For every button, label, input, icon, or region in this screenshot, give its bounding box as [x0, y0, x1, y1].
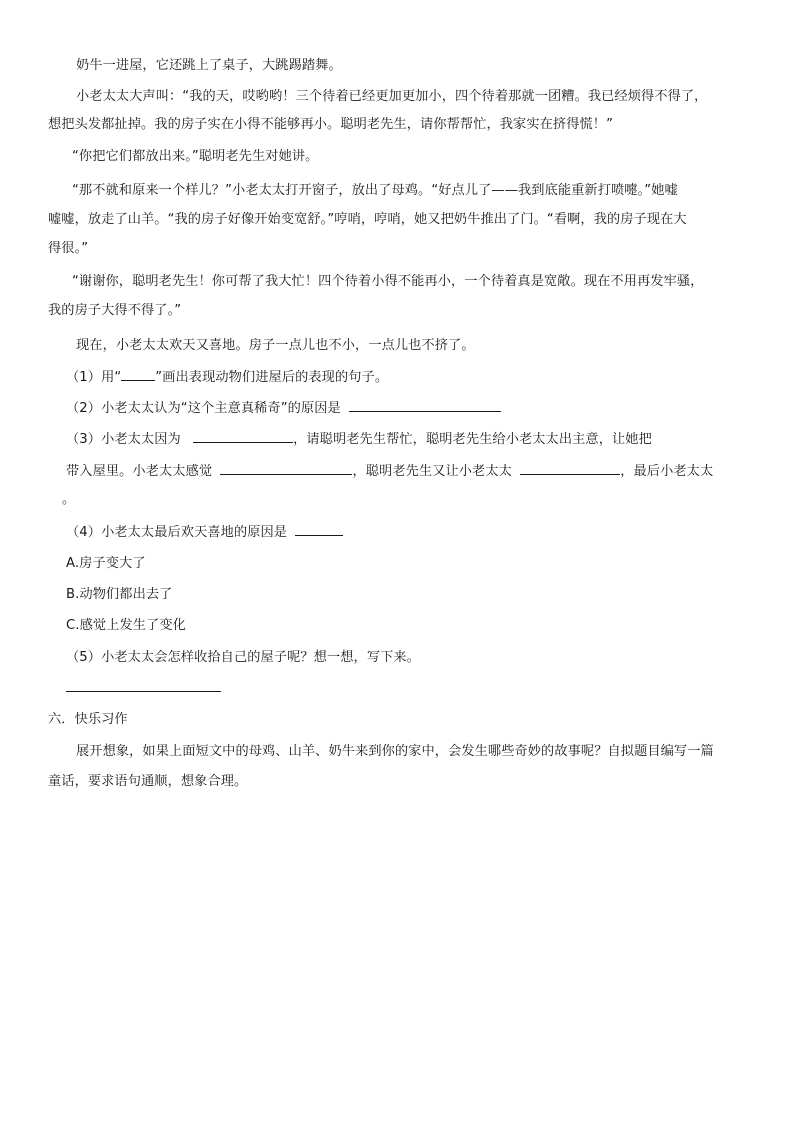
- passage-paragraph-4-line-2: 嘘嘘，放走了山羊。“我的房子好像开始变宽舒。”哼哨，哼哨，她又把奶牛推出了门。“看啊，我的房子现在大: [48, 212, 687, 227]
- question-3-blank-2[interactable]: [220, 462, 352, 475]
- question-3-text-d: ，聪明老先生又让小老太太: [352, 464, 512, 479]
- question-1-suffix: ”画出表现动物们进屋后的表现的句子。: [155, 370, 389, 385]
- question-3-line-1: [66, 430, 766, 449]
- passage-paragraph-4-line-3: 得很。”: [48, 241, 89, 256]
- question-3-text-e: ，最后小老太太: [620, 464, 714, 479]
- question-1-prefix: （1）用“: [66, 370, 122, 385]
- question-4-option-a[interactable]: A.房子变大了: [66, 556, 146, 571]
- question-3-line-2: [66, 462, 766, 481]
- question-4-answer-blank[interactable]: [295, 523, 343, 536]
- question-4-option-c[interactable]: C.感觉上发生了变化: [66, 618, 186, 633]
- section-6-body-line-2: 童话，要求语句通顺，想象合理。: [48, 774, 248, 789]
- question-2-text: （2）小老太太认为“这个主意真稀奇”的原因是: [66, 401, 341, 416]
- question-3-blank-1[interactable]: [193, 430, 293, 443]
- question-4-text: （4）小老太太最后欢天喜地的原因是: [66, 525, 288, 540]
- question-5: （5）小老太太会怎样收拾自己的屋子呢？想一想，写下来。: [66, 650, 420, 665]
- passage-paragraph-2-line-2: 想把头发都扯掉。我的房子实在小得不能够再小。聪明老先生，请你帮帮忙，我家实在挤得慌！”: [48, 117, 614, 132]
- question-1: [66, 368, 766, 387]
- section-6-heading: 六．快乐习作: [48, 712, 128, 727]
- passage-paragraph-5-line-1: “谢谢你，聪明老先生！你可帮了我大忙！四个待着小得不能再小，一个待着真是宽敞。现在不用再发牢骚，: [72, 274, 704, 289]
- question-4-option-b[interactable]: B.动物们都出去了: [66, 587, 173, 602]
- passage-paragraph-5-line-2: 我的房子大得不得了。”: [48, 303, 182, 318]
- question-3-text-a: （3）小老太太因为: [66, 432, 181, 447]
- question-4: [66, 523, 766, 542]
- question-3-blank-3[interactable]: [520, 462, 620, 475]
- passage-paragraph-4-line-1: “那不就和原来一个样儿？”小老太太打开窗子，放出了母鸡。“好点儿了——我到底能重新打喷嚏。”她嘘: [72, 183, 678, 198]
- section-6-body-line-1: 展开想象，如果上面短文中的母鸡、山羊、奶牛来到你的家中，会发生哪些奇妙的故事呢？自拟题目编写一篇: [76, 744, 714, 759]
- passage-paragraph-6: 现在，小老太太欢天又喜地。房子一点儿也不小，一点儿也不挤了。: [76, 338, 475, 353]
- question-2: [66, 399, 766, 418]
- question-1-blank[interactable]: [121, 368, 155, 381]
- question-3-text-c: 带入屋里。小老太太感觉: [66, 464, 213, 479]
- question-5-answer-line[interactable]: [66, 690, 221, 692]
- question-3-line-3: 。: [62, 492, 76, 507]
- passage-paragraph-3: “你把它们都放出来。”聪明老先生对她讲。: [72, 149, 319, 164]
- passage-paragraph-1: 奶牛一进屋，它还跳上了桌子，大跳踢踏舞。: [76, 58, 342, 73]
- question-2-answer-blank[interactable]: [349, 399, 501, 412]
- passage-paragraph-2-line-1: 小老太太大声叫：“我的天，哎哟哟！三个待着已经更加更加小，四个待着那就一团糟。我已经烦得不得了，: [76, 89, 708, 104]
- question-3-text-b: ，请聪明老先生帮忙，聪明老先生给小老太太出主意，让她把: [293, 432, 652, 447]
